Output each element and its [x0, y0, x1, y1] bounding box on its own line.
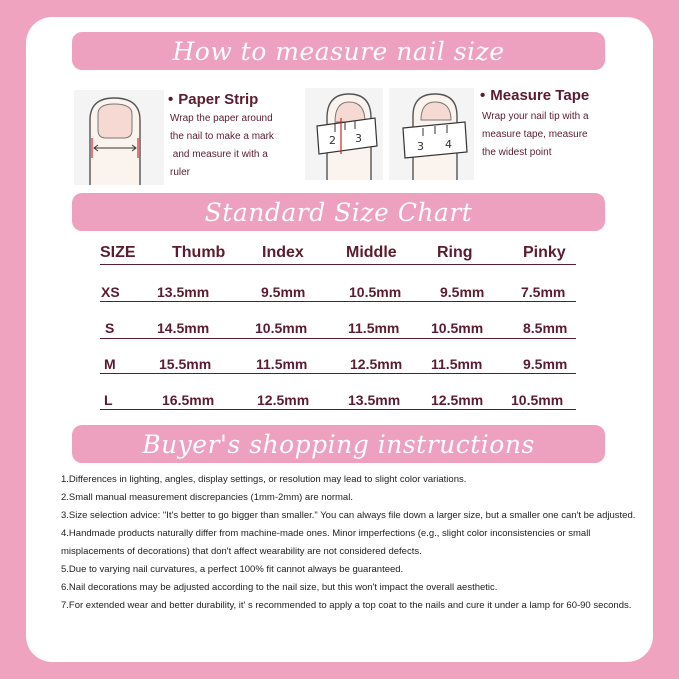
bullet-icon: • [480, 87, 486, 104]
instruction-item: 5.Due to varying nail curvatures, a perfect 100% fit cannot always be guaranteed. [61, 564, 404, 575]
table-cell: 7.5mm [521, 284, 566, 300]
instruction-item: 6.Nail decorations may be adjusted according to the nail size, but this won't impact the overall aesthetic. [61, 582, 498, 593]
finger-icon [74, 90, 164, 185]
instruction-item: 2.Small manual measurement discrepancies (1mm-2mm) are normal. [61, 492, 353, 503]
table-cell: 9.5mm [523, 356, 568, 372]
table-cell: 12.5mm [350, 356, 403, 372]
table-cell: 11.5mm [431, 356, 483, 372]
paper-strip-illustration [74, 90, 164, 185]
table-divider [100, 301, 576, 302]
table-header-pinky: Pinky [523, 244, 566, 261]
table-cell: 9.5mm [261, 284, 306, 300]
table-cell: 10.5mm [431, 320, 484, 336]
tape-illustration-right [389, 88, 474, 180]
table-header-size: SIZE [100, 244, 136, 261]
table-cell: 13.5mm [157, 284, 210, 300]
tape-illustration-left [305, 88, 383, 180]
paper-strip-line: and measure it with a [170, 149, 268, 160]
paper-strip-line: Wrap the paper around [170, 113, 273, 124]
instructions-list [61, 471, 646, 615]
table-cell: 11.5mm [348, 320, 400, 336]
table-header-index: Index [262, 244, 304, 261]
table-cell: 10.5mm [511, 392, 564, 408]
table-cell: M [104, 356, 116, 372]
table-header-middle: Middle [346, 244, 397, 261]
table-divider [100, 338, 576, 339]
tape-number: 3 [417, 140, 424, 153]
measure-banner [72, 32, 605, 70]
size-chart-banner [72, 193, 605, 231]
paper-strip-line: ruler [170, 167, 191, 178]
finger-tape-icon [389, 88, 474, 180]
table-cell: 10.5mm [255, 320, 308, 336]
tape-number: 3 [355, 132, 362, 145]
table-cell: 16.5mm [162, 392, 215, 408]
table-cell: 12.5mm [431, 392, 484, 408]
measure-tape-line: measure tape, measure [482, 129, 588, 140]
measure-tape-line: Wrap your nail tip with a [482, 111, 589, 122]
table-divider [100, 373, 576, 374]
table-cell: XS [101, 284, 120, 300]
table-cell: 14.5mm [157, 320, 210, 336]
measure-tape-title: • Measure Tape [480, 87, 590, 104]
table-cell: 11.5mm [256, 356, 308, 372]
table-cell: 12.5mm [257, 392, 310, 408]
finger-tape-icon [305, 88, 383, 180]
table-cell: 15.5mm [159, 356, 212, 372]
table-cell: L [104, 392, 113, 408]
table-divider [100, 409, 576, 410]
table-cell: 8.5mm [523, 320, 568, 336]
table-cell: S [105, 320, 115, 336]
measure-tape-line: the widest point [482, 147, 552, 158]
paper-strip-title: • Paper Strip [168, 91, 259, 108]
table-header-ring: Ring [437, 244, 473, 261]
paper-strip-line: the nail to make a mark [170, 131, 274, 142]
instruction-item: 7.For extended wear and better durability, it' s recommended to apply a top coat to the nails and cure it under a lamp for 60-90 seconds. [61, 600, 632, 611]
paper-strip-description [170, 110, 274, 182]
instruction-item: 1.Differences in lighting, angles, display settings, or resolution may lead to slight color variations. [61, 474, 467, 485]
instruction-item: 3.Size selection advice: "It's better to go bigger than smaller." You can always file down a larger size, but a smaller one can't be adjusted. [61, 510, 636, 521]
table-cell: 9.5mm [440, 284, 485, 300]
tape-number: 2 [329, 134, 336, 147]
instructions-banner [72, 425, 605, 463]
size-chart-banner-title: Standard Size Chart [204, 197, 473, 227]
table-header-thumb: Thumb [172, 244, 226, 261]
tape-number: 4 [445, 138, 452, 151]
instruction-item: 4.Handmade products naturally differ from machine-made ones. Minor imperfections (e.g., slight color inconsistencies or small misplacements of decorations) that don't affect wearability are not considered defects. [61, 528, 591, 557]
bullet-icon: • [168, 91, 174, 108]
instructions-banner-title: Buyer's shopping instructions [142, 429, 535, 459]
measure-banner-title: How to measure nail size [172, 36, 505, 66]
table-cell: 10.5mm [349, 284, 402, 300]
measure-tape-description [482, 108, 589, 162]
table-cell: 13.5mm [348, 392, 401, 408]
table-divider [100, 264, 576, 265]
